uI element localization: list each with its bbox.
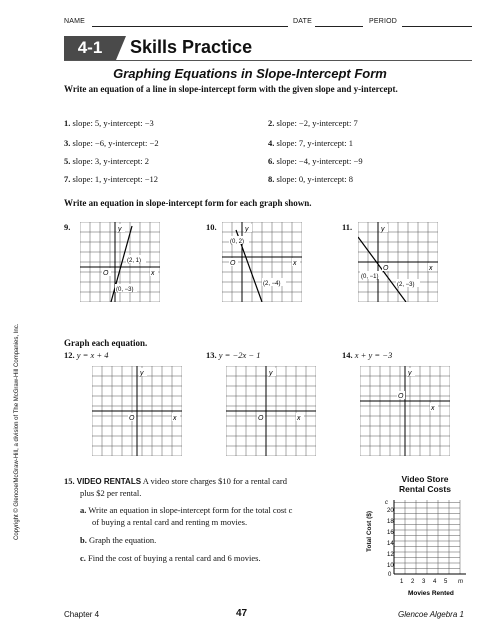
lesson-title: Skills Practice [130, 37, 253, 57]
problem-number: 8. [268, 174, 275, 184]
problem-number: 15. [64, 476, 75, 486]
lesson-tab-shape [116, 36, 126, 60]
graph-12 [92, 366, 182, 456]
point-label-2: (2, −3) [397, 282, 415, 288]
part-a-line1: Write an equation in slope-intercept form for the total cost c [88, 505, 293, 515]
part-c [80, 553, 261, 563]
problem-number: 4. [268, 138, 275, 148]
problem-number: 14. [342, 350, 353, 360]
problem-text: slope: −2, y-intercept: 7 [276, 118, 358, 128]
part-a [80, 505, 292, 515]
x-tick: 5 [444, 579, 448, 585]
lesson-subtitle: Graphing Equations in Slope-Intercept Form [113, 66, 387, 81]
chart-title-line1: Video Store [401, 474, 449, 484]
graph-number-9: 9. [64, 222, 71, 232]
point-label-2: (0, −3) [116, 287, 134, 293]
x-axis-label: x [297, 415, 301, 422]
problem-text: y = −2x − 1 [218, 350, 261, 360]
point-label-1: (0, 2) [230, 239, 245, 245]
problem-12 [64, 350, 109, 360]
y-tick: 10 [387, 563, 394, 569]
period-label: PERIOD [369, 18, 398, 25]
origin-label: O [103, 270, 109, 277]
y-axis-label: y [140, 370, 144, 377]
problem-5 [64, 156, 149, 166]
graph-10 [222, 222, 302, 302]
problem-15-intro-line2: plus $2 per rental. [80, 488, 142, 498]
point-label-2: (2, −4) [263, 281, 281, 287]
problem-number: 5. [64, 156, 71, 166]
part-b [80, 535, 156, 545]
y-axis-label: y [408, 370, 412, 377]
part-b-label: b. [80, 535, 87, 545]
part-a-line2: of buying a rental card and renting m movies. [92, 517, 248, 527]
problem-7 [64, 174, 158, 184]
section2-instruction: Write an equation in slope-intercept form for each graph shown. [64, 198, 312, 208]
problem-2 [268, 118, 358, 128]
problem-text: slope: −4, y-intercept: −9 [276, 156, 363, 166]
graph-number-10: 10. [206, 222, 217, 232]
y-tick: 0 [388, 572, 392, 578]
name-label: NAME [64, 18, 86, 25]
part-c-label: c. [80, 553, 86, 563]
x-axis-label: x [293, 260, 297, 267]
chart-x-var: m [458, 579, 463, 585]
problem-number: 2. [268, 118, 275, 128]
graph-14 [360, 366, 450, 456]
y-axis-label: y [245, 226, 249, 233]
x-tick: 3 [422, 579, 426, 585]
origin-label: O [129, 415, 135, 422]
problem-8 [268, 174, 353, 184]
problem-number: 7. [64, 174, 71, 184]
problem-15-intro-line1: A video store charges $10 for a rental card [142, 476, 288, 486]
x-axis-label: x [151, 270, 155, 277]
problem-13 [206, 350, 261, 360]
graph-9 [80, 222, 160, 302]
problem-14 [342, 350, 392, 360]
part-c-text: Find the cost of buying a rental card and 6 movies. [88, 553, 261, 563]
problem-1 [64, 118, 154, 128]
problem-number: 6. [268, 156, 275, 166]
problem-text: slope: −6, y-intercept: −2 [72, 138, 159, 148]
problem-15-intro [64, 476, 354, 486]
footer-chapter: Chapter 4 [64, 610, 100, 619]
graph-11 [358, 222, 438, 302]
point-label-1: (2, 1) [127, 258, 142, 264]
footer-book-title: Glencoe Algebra 1 [398, 610, 464, 619]
problem-number: 3. [64, 138, 71, 148]
graph-13 [226, 366, 316, 456]
problem-number: 1. [64, 118, 71, 128]
problem-number: 13. [206, 350, 217, 360]
graph-number-11: 11. [342, 222, 353, 232]
date-label: DATE [293, 18, 312, 25]
x-axis-label: x [173, 415, 177, 422]
chart-x-axis-label: Movies Rented [408, 590, 454, 597]
problem-text: slope: 7, y-intercept: 1 [276, 138, 353, 148]
y-axis-label: y [118, 226, 122, 233]
problem-text: slope: 1, y-intercept: −12 [72, 174, 159, 184]
problem-3 [64, 138, 159, 148]
chart-title-line2: Rental Costs [399, 484, 451, 494]
part-b-text: Graph the equation. [88, 535, 157, 545]
section3-instruction: Graph each equation. [64, 338, 148, 348]
problem-text: slope: 5, y-intercept: −3 [72, 118, 154, 128]
chart-title [380, 474, 470, 494]
section1-instruction: Write an equation of a line in slope-intercept form with the given slope and y-intercept. [64, 84, 398, 94]
problem-text: slope: 0, y-intercept: 8 [276, 174, 353, 184]
problem-4 [268, 138, 353, 148]
copyright-notice: Copyright © Glencoe/McGraw-Hill, a division of The McGraw-Hill Companies, Inc. [14, 323, 20, 540]
y-tick: 16 [387, 530, 394, 536]
name-line [92, 26, 288, 27]
x-tick: 2 [411, 579, 415, 585]
problem-number: 12. [64, 350, 75, 360]
problem-6 [268, 156, 363, 166]
y-axis-label: y [269, 370, 273, 377]
y-tick: 20 [387, 508, 394, 514]
problem-text: slope: 3, y-intercept: 2 [72, 156, 149, 166]
lesson-number: 4-1 [64, 36, 116, 60]
problem-15-title: VIDEO RENTALS [76, 477, 142, 486]
footer-page-number: 47 [236, 608, 248, 619]
chart-y-axis-label: Total Cost ($) [366, 510, 373, 552]
point-label-1: (0, −1) [361, 274, 379, 280]
x-axis-label: x [429, 265, 433, 272]
chart-y-var: c [385, 500, 388, 506]
y-tick: 14 [387, 541, 394, 547]
origin-label: O [230, 260, 236, 267]
y-axis-label: y [381, 226, 385, 233]
problem-text: y = x + 4 [76, 350, 109, 360]
x-tick: 4 [433, 579, 437, 585]
problem-text: x + y = −3 [354, 350, 393, 360]
part-a-label: a. [80, 505, 87, 515]
date-line [315, 26, 363, 27]
period-line [402, 26, 472, 27]
origin-label: O [398, 393, 404, 400]
y-tick: 12 [387, 552, 394, 558]
x-tick: 1 [400, 579, 404, 585]
y-tick: 18 [387, 519, 394, 525]
origin-label: O [383, 265, 389, 272]
title-rule [64, 60, 472, 61]
x-axis-label: x [431, 405, 435, 412]
rental-cost-grid [374, 496, 474, 602]
origin-label: O [258, 415, 264, 422]
